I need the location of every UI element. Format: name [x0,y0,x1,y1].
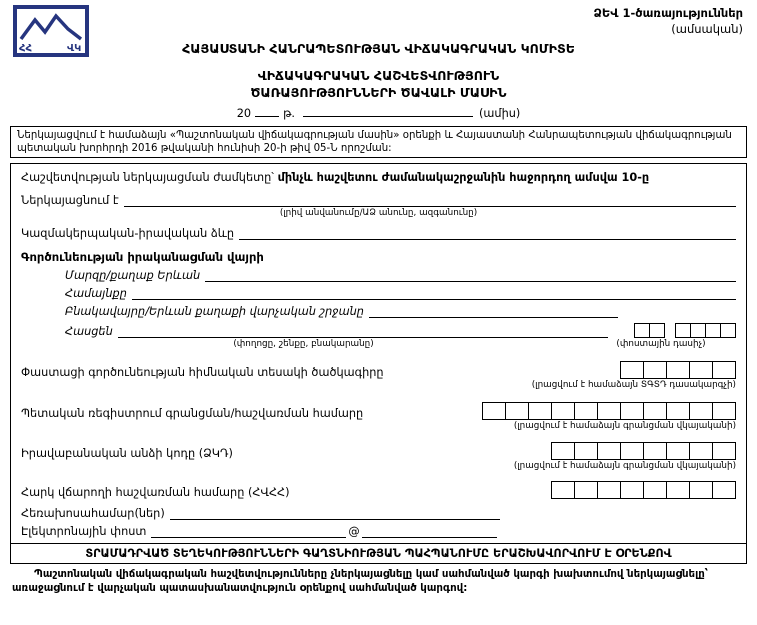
activity-code-hint: (լրացվում է համաձայն ՏԳՏԴ դասակարգչի) [531,379,736,390]
logo-abbr-right: ՎԿ [67,43,82,54]
email-domain-input-line[interactable] [362,525,497,538]
email-label: Էլեկտրոնային փոստ [21,525,147,539]
region-label: Մարզը/քաղաք Երևան [65,268,201,282]
presents-hint: (լրիվ անվանումը/ԱՁ անունը, ազգանունը) [279,208,478,219]
deadline-prefix: Հաշվետվության ներկայացման ժամկետը՝ [21,171,274,185]
input-cell[interactable] [666,402,690,420]
community-input-line[interactable] [132,287,736,300]
register-number-row [21,402,736,420]
confidentiality-banner: ՏՐԱՄԱԴՐՎԱԾ ՏԵՂԵԿՈՒԹՅՈՒՆՆԵՐԻ ԳԱՂՏՆԻՈՒԹՅԱՆ ՊԱՀՊԱՆՈՒՄԸ ԵՐԱՇԽԱՎՈՐՎՈՒՄ Է ՕՐԵՆՔՈՎ [10,543,747,564]
legal-basis-box [10,126,747,158]
legal-basis-text: Ներկայացվում է համաձայն «Պաշտոնական վիճակագրության մասին» օրենքի և Հայաստանի Հանրապետության վիճակագրության պետական խորհրդի 2016 թվականի հունիսի 20-ի թիվ 05-Ն որոշման: [17,130,732,155]
deadline-line [21,171,736,184]
postal-code-cells-right [675,323,736,338]
input-cell[interactable] [574,402,598,420]
form-code-block [594,6,743,37]
legal-entity-code-cells [551,442,736,460]
phone-input-line[interactable] [170,507,500,520]
input-cell[interactable] [551,442,575,460]
settlement-input-line[interactable] [369,305,618,318]
input-cell[interactable] [712,442,736,460]
register-number-label: Պետական ռեգիստրում գրանցման/հաշվառման համարը [21,407,364,421]
month-input-line[interactable] [303,105,473,117]
logo-abbr-left: ՀՀ [19,43,33,54]
footer-warning: Պաշտոնական վիճակագրական հաշվետվությունները չներկայացնելը կամ սահմանված կարգի խախտումով ներկայացնելը՝ առաջացնում է վարչական պատասխանատվություն օրենքով սահմանված կարգով: [12,569,708,594]
region-input-line[interactable] [205,269,736,282]
input-cell[interactable] [620,481,644,499]
input-cell[interactable] [643,402,667,420]
input-cell[interactable] [712,361,736,379]
tin-label: Հարկ վճարողի հաշվառման համարը (ՀՎՀՀ) [21,486,290,500]
input-cell[interactable] [482,402,506,420]
address-hint: (փողոցը, շենքը, բնակարանը) [233,338,374,349]
activity-code-row [21,361,736,379]
legal-entity-code-label: Իրավաբանական անձի կոդը (ՁԿԴ) [21,446,233,460]
input-cell[interactable] [666,442,690,460]
postal-code-cells-left [634,323,665,338]
input-cell[interactable] [597,481,621,499]
input-cell[interactable] [689,481,713,499]
year-prefix: 20 [236,107,252,120]
address-row [65,323,736,338]
input-cell[interactable] [643,442,667,460]
activity-place-heading: Գործունեության իրականացման վայրի [21,249,264,264]
input-cell[interactable] [689,361,713,379]
settlement-label: Բնակավայրը/Երևան քաղաքի վարչական շրջանը [65,304,364,318]
committee-title: ՀԱՅԱՍՏԱՆԻ ՀԱՆՐԱՊԵՏՈՒԹՅԱՆ ՎԻՃԱԿԱԳՐԱԿԱՆ ԿՈՄԻՏԵ [182,41,575,56]
register-number-hint: (լրացվում է համաձայն գրանցման վկայականի) [513,421,736,432]
activity-code-cells [620,361,736,379]
input-cell[interactable] [505,402,529,420]
legal-form-label: Կազմակերպական-իրավական ձևը [21,226,235,240]
presents-input-line[interactable] [124,194,736,207]
legal-entity-code-row [21,442,736,460]
input-cell[interactable] [574,481,598,499]
email-row [21,525,736,538]
year-input-line[interactable] [255,105,279,117]
year-word: թ. [283,107,295,120]
input-cell[interactable] [705,323,721,338]
email-at-sign: @ [348,525,360,539]
deadline-bold: մինչև հաշվետու ժամանակաշրջանին հաջորդող ամսվա 10-ը [277,171,650,185]
input-cell[interactable] [551,481,575,499]
input-cell[interactable] [620,361,644,379]
armstat-logo [13,5,89,57]
input-cell[interactable] [574,442,598,460]
input-cell[interactable] [620,402,644,420]
input-cell[interactable] [551,402,575,420]
input-cell[interactable] [712,402,736,420]
legal-entity-code-hint: (լրացվում է համաձայն գրանցման վկայականի) [513,460,736,471]
input-cell[interactable] [690,323,706,338]
input-cell[interactable] [689,402,713,420]
form-body-box [10,163,747,544]
report-title-line1: ՎԻՃԱԿԱԳՐԱԿԱՆ ՀԱՇՎԵՏՎՈՒԹՅՈՒՆ [257,68,500,83]
legal-form-input-line[interactable] [239,227,736,240]
tin-cells [551,481,736,499]
address-label: Հասցեն [65,324,113,338]
input-cell[interactable] [712,481,736,499]
presents-row [21,194,736,207]
input-cell[interactable] [643,361,667,379]
legal-form-row [21,227,736,240]
report-title-line2: ԾԱՌԱՅՈՒԹՅՈՒՆՆԵՐԻ ԾԱՎԱԼԻ ՄԱՍԻՆ [250,85,507,100]
input-cell[interactable] [675,323,691,338]
email-local-input-line[interactable] [151,525,346,538]
input-cell[interactable] [666,481,690,499]
input-cell[interactable] [634,323,650,338]
community-label: Համայնքը [65,286,127,300]
community-row [65,287,736,300]
input-cell[interactable] [649,323,665,338]
input-cell[interactable] [666,361,690,379]
report-period-line [10,105,747,120]
input-cell[interactable] [597,402,621,420]
phone-label: Հեռախոսահամար(ներ) [21,507,165,521]
register-number-cells [482,402,736,420]
tin-row [21,481,736,499]
month-hint: (ամիս) [479,107,521,120]
input-cell[interactable] [720,323,736,338]
input-cell[interactable] [597,442,621,460]
region-row [65,269,736,282]
postal-code-hint: (փոստային դասիչ) [616,338,706,349]
settlement-row [65,305,736,318]
input-cell[interactable] [528,402,552,420]
activity-code-label: Փաստացի գործունեության հիմնական տեսակի ծածկագիրը [21,365,384,379]
input-cell[interactable] [643,481,667,499]
presents-label: Ներկայացնում է [21,194,119,208]
armstat-logo-image [13,5,89,57]
form-code: ՁԵՎ 1-ծառայություններ [593,6,743,20]
input-cell[interactable] [689,442,713,460]
phone-row [21,507,736,520]
form-periodicity: (ամսական) [671,21,743,36]
input-cell[interactable] [620,442,644,460]
address-hint-row [21,339,736,349]
address-input-line[interactable] [118,325,608,338]
